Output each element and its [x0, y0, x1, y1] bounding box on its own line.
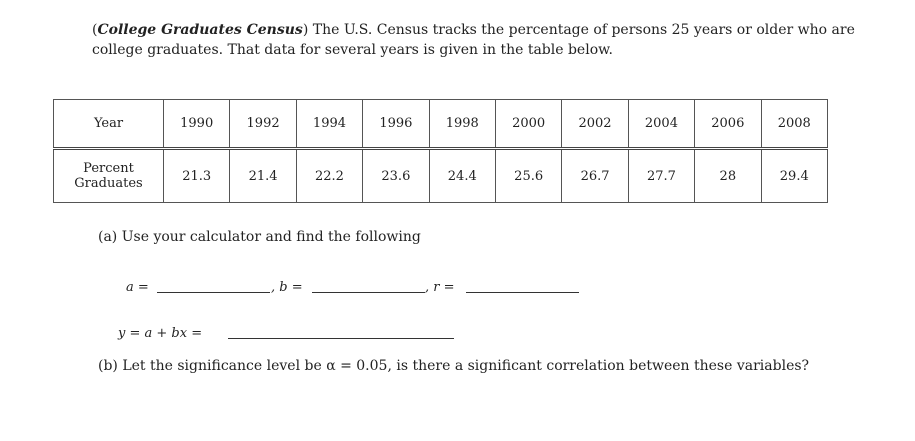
problem-title: College Graduates Census [97, 22, 303, 38]
percent-cell: 29.4 [761, 149, 827, 203]
problem-text: The U.S. Census tracks the percentage of persons 25 years or older who are college graduates. That data for several years is given in the table below. [92, 22, 855, 58]
part-b-prompt: (b) Let the significance level be α = 0.05, is there a significant correlation between these variables? [98, 358, 810, 374]
year-cell: 2002 [562, 100, 628, 149]
percent-cell: 24.4 [429, 149, 495, 203]
year-header: Year [54, 100, 164, 149]
year-cell: 1990 [164, 100, 230, 149]
year-cell: 1996 [363, 100, 429, 149]
year-row [54, 100, 828, 149]
equation-label: y = a + bx = [118, 326, 203, 341]
b-answer-blank[interactable] [312, 292, 425, 293]
percent-header-line2: Graduates [74, 176, 143, 191]
percent-cell: 23.6 [363, 149, 429, 203]
r-label: , r = [425, 280, 455, 295]
year-cell: 1992 [230, 100, 296, 149]
year-cell: 2000 [495, 100, 561, 149]
percent-header-line1: Percent [83, 161, 134, 176]
census-table [53, 99, 828, 203]
percent-cell: 26.7 [562, 149, 628, 203]
equation-answer-blank[interactable] [228, 338, 454, 339]
percent-cell: 25.6 [495, 149, 561, 203]
b-label: , b = [271, 280, 303, 295]
year-cell: 1994 [296, 100, 362, 149]
a-label: a = [126, 280, 149, 295]
part-a-prompt: (a) Use your calculator and find the following [98, 229, 421, 245]
a-answer-blank[interactable] [157, 292, 270, 293]
percent-cell: 21.3 [164, 149, 230, 203]
percent-cell: 21.4 [230, 149, 296, 203]
percent-cell: 28 [695, 149, 761, 203]
year-cell: 1998 [429, 100, 495, 149]
percent-header [54, 149, 164, 203]
percent-row [54, 149, 828, 203]
year-cell: 2004 [628, 100, 694, 149]
percent-cell: 27.7 [628, 149, 694, 203]
r-answer-blank[interactable] [466, 292, 579, 293]
problem-intro: (College Graduates Census) The U.S. Census tracks the percentage of persons 25 years or older who are college graduates. That data for several years is given in the table below. [92, 22, 855, 58]
percent-cell: 22.2 [296, 149, 362, 203]
year-cell: 2008 [761, 100, 827, 149]
year-cell: 2006 [695, 100, 761, 149]
